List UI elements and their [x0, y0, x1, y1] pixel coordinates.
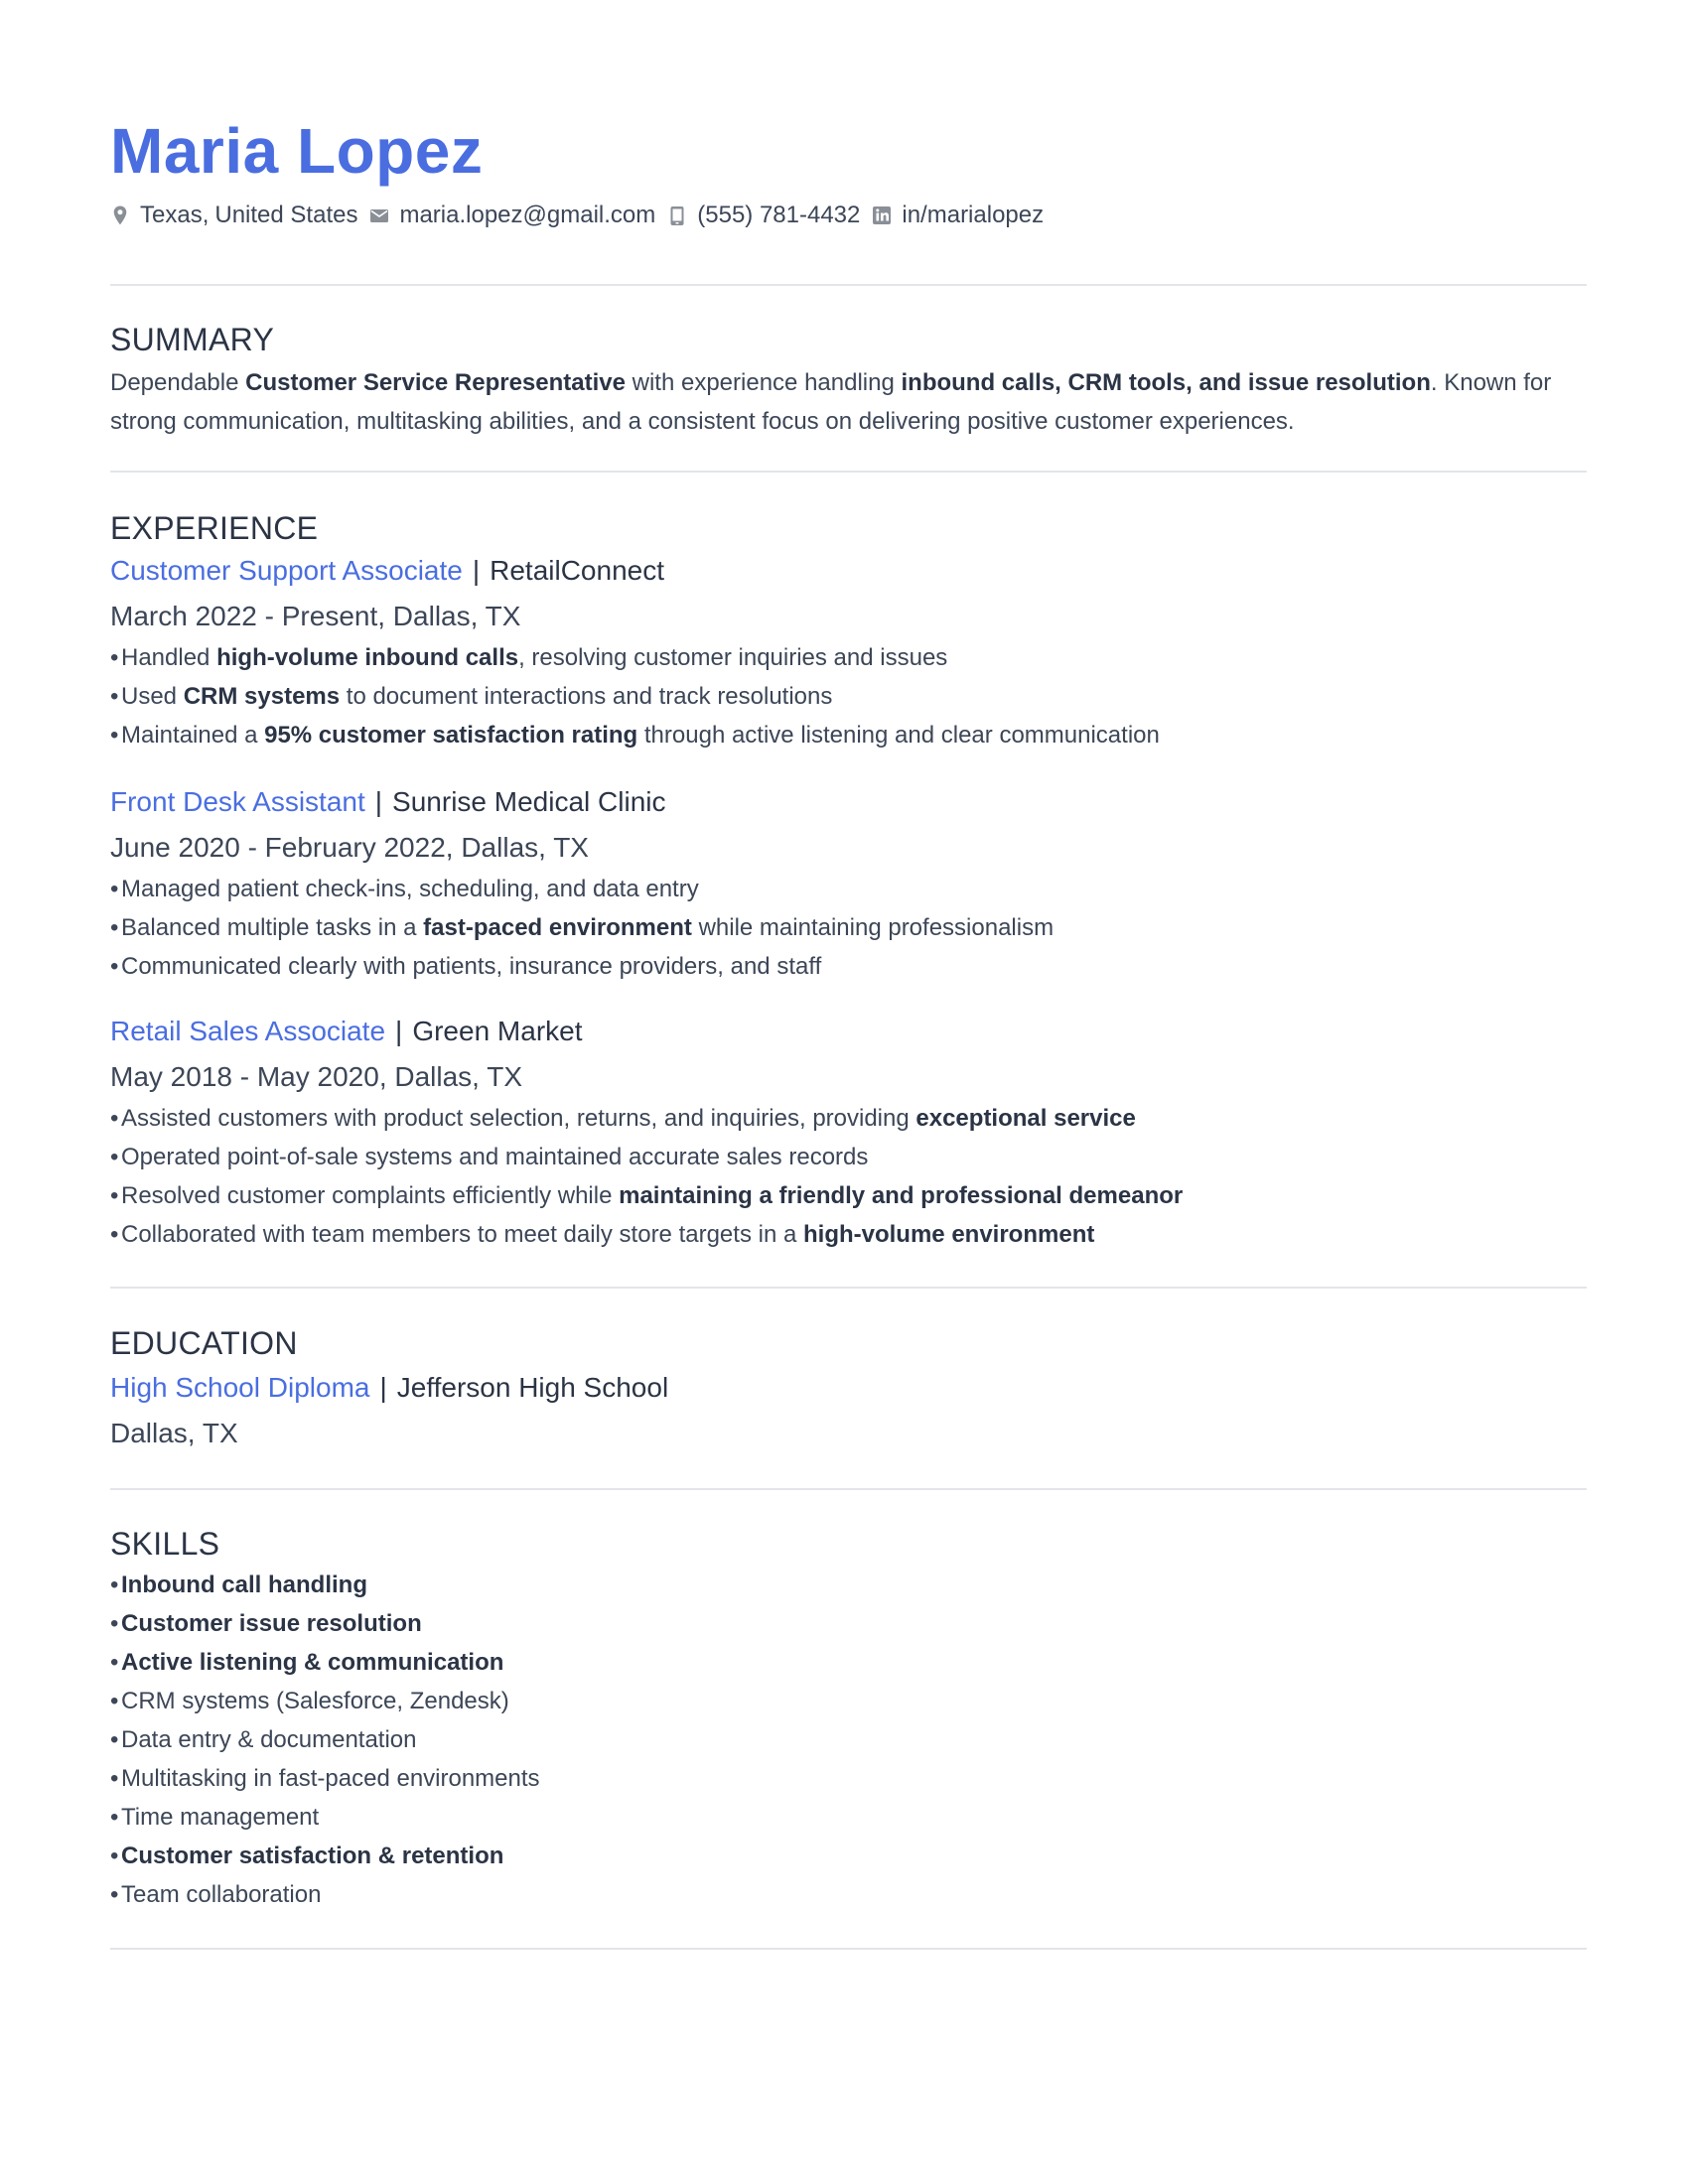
skill-item: • CRM systems (Salesforce, Zendesk) [110, 1688, 509, 1714]
job-company: Green Market [412, 1016, 583, 1046]
divider [110, 1948, 1587, 1950]
job-dates-location: May 2018 - May 2020, Dallas, TX [110, 1061, 523, 1092]
divider [110, 1287, 1587, 1289]
divider [110, 471, 1587, 473]
summary-bold: Customer Service Representative [245, 369, 626, 396]
list-item: • Operated point-of-sale systems and maintained accurate sales records [110, 1144, 869, 1170]
job-bullets [110, 638, 1160, 754]
list-item: • Collaborated with team members to meet daily store targets in a high-volume environment [110, 1221, 1095, 1248]
linkedin-text[interactable]: in/marialopez [902, 202, 1045, 228]
candidate-name: Maria Lopez [110, 115, 484, 187]
summary-heading: SUMMARY [110, 322, 275, 357]
list-item: • Assisted customers with product selection, returns, and inquiries, providing exceptional service [110, 1105, 1136, 1132]
job-bullets [110, 870, 1054, 986]
job-bullets [110, 1099, 1183, 1254]
pipe-separator: | [374, 786, 383, 817]
summary-paragraph [110, 363, 1587, 441]
skill-item: • Active listening & communication [110, 1649, 504, 1676]
skill-item: • Inbound call handling [110, 1571, 367, 1598]
skill-item: • Customer issue resolution [110, 1610, 422, 1637]
mail-icon [369, 205, 389, 226]
degree-title: High School Diploma [110, 1372, 370, 1403]
summary-bold: inbound calls, CRM tools, and issue resolution [901, 369, 1431, 396]
experience-heading: EXPERIENCE [110, 510, 319, 546]
job-header [110, 782, 665, 822]
list-item: • Balanced multiple tasks in a fast-paced environment while maintaining professionalism [110, 914, 1055, 941]
contact-phone[interactable] [667, 199, 860, 232]
education-heading: EDUCATION [110, 1325, 298, 1361]
skill-item: • Customer satisfaction & retention [110, 1843, 504, 1869]
pipe-separator: | [379, 1372, 387, 1403]
summary-text: with experience handling [625, 369, 902, 396]
contact-location [110, 199, 357, 232]
summary-text: . Known for strong communication, multitasking abilities, and a consistent focus on delivering positive customer experiences. [110, 369, 1552, 435]
divider [110, 284, 1587, 286]
pipe-separator: | [395, 1016, 403, 1046]
school-name: Jefferson High School [396, 1372, 669, 1403]
list-item: • Resolved customer complaints efficiently while maintaining a friendly and professional demeanor [110, 1182, 1184, 1209]
location-pin-icon [110, 205, 130, 226]
location-country: United States [214, 202, 358, 228]
education-header [110, 1368, 668, 1408]
skills-heading: SKILLS [110, 1526, 220, 1562]
job-title: Customer Support Associate [110, 555, 463, 586]
contact-line [110, 199, 1055, 232]
job-header [110, 1012, 583, 1051]
location-state: Texas, [140, 202, 210, 228]
list-item: • Used CRM systems to document interactions and track resolutions [110, 683, 833, 710]
skill-item: • Data entry & documentation [110, 1726, 417, 1753]
contact-email[interactable] [369, 199, 655, 232]
skill-item: • Team collaboration [110, 1881, 322, 1908]
divider [110, 1488, 1587, 1490]
list-item: • Handled high-volume inbound calls, resolving customer inquiries and issues [110, 644, 948, 671]
pipe-separator: | [472, 555, 481, 586]
skills-list [110, 1566, 540, 1914]
skill-item: • Time management [110, 1804, 320, 1831]
linkedin-icon [872, 205, 892, 226]
email-text[interactable]: maria.lopez@gmail.com [399, 202, 656, 228]
phone-text[interactable]: (555) 781-4432 [697, 202, 861, 228]
job-title: Retail Sales Associate [110, 1016, 386, 1046]
job-title: Front Desk Assistant [110, 786, 365, 817]
contact-linkedin[interactable] [872, 199, 1044, 232]
list-item: • Maintained a 95% customer satisfaction rating through active listening and clear communication [110, 722, 1160, 749]
job-company: RetailConnect [490, 555, 664, 586]
job-dates-location: June 2020 - February 2022, Dallas, TX [110, 832, 589, 863]
job-dates-location: March 2022 - Present, Dallas, TX [110, 601, 521, 631]
job-company: Sunrise Medical Clinic [392, 786, 666, 817]
list-item: • Communicated clearly with patients, insurance providers, and staff [110, 953, 822, 980]
job-header [110, 551, 664, 591]
education-location: Dallas, TX [110, 1418, 238, 1448]
list-item: • Managed patient check-ins, scheduling, and data entry [110, 876, 699, 902]
phone-icon [667, 205, 687, 226]
summary-text: Dependable [110, 369, 246, 396]
skill-item: • Multitasking in fast-paced environments [110, 1765, 540, 1792]
